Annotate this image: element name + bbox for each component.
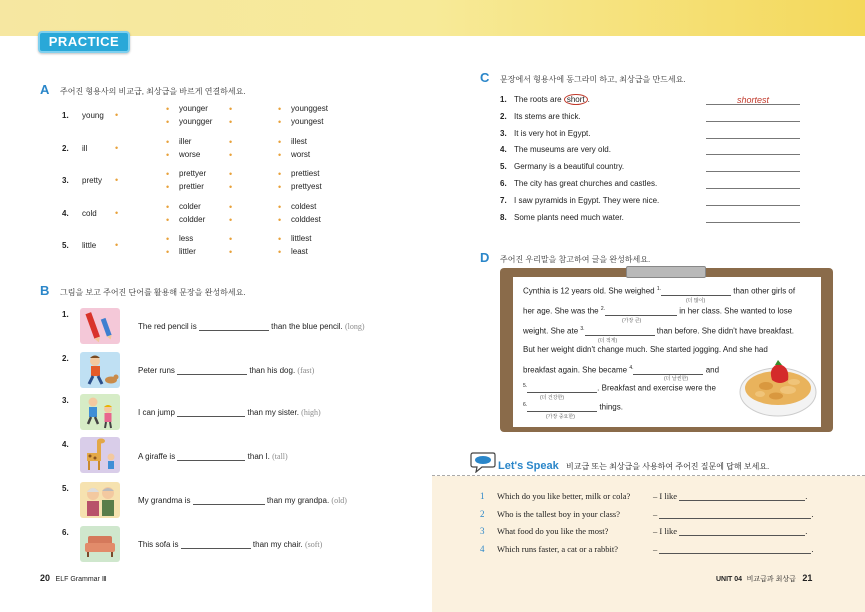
a-comparative-dot[interactable]: • xyxy=(166,149,170,160)
a-comparative-dot[interactable]: • xyxy=(166,117,170,127)
b-sentence-start: This sofa is xyxy=(138,540,181,549)
a-item-word: young xyxy=(82,111,104,120)
a-comparative-dot[interactable]: • xyxy=(166,104,170,114)
story-hint-6: (가장 중요한) xyxy=(546,414,575,420)
pencils-picture xyxy=(80,308,120,344)
b-answer-blank[interactable] xyxy=(177,374,247,375)
speak-answer-prefix: – I like xyxy=(653,491,680,501)
story-line-2: her age. She was the $^{2.}$ in her class. She wanted to lose xyxy=(523,306,793,316)
giraffe-picture xyxy=(80,437,120,473)
speak-answer-prefix: – I like xyxy=(653,526,680,536)
a-comparative-dot[interactable]: • xyxy=(166,182,170,192)
a-superlative-dot[interactable]: • xyxy=(278,136,282,147)
c-item xyxy=(500,129,590,138)
a-superlative-dot[interactable]: • xyxy=(278,247,282,257)
speak-answer xyxy=(653,509,814,519)
a-item-number: 2. xyxy=(62,143,69,153)
b-hint-word: (high) xyxy=(301,408,321,417)
b-item-number: 2. xyxy=(62,354,69,363)
a-item-number: 1. xyxy=(62,111,69,120)
a-comparative-option: colder xyxy=(179,201,201,211)
footer-left xyxy=(40,573,107,583)
b-item-sentence xyxy=(138,540,322,549)
c-item-sentence: Some plants need much water. xyxy=(514,212,624,222)
a-superlative-dot[interactable]: • xyxy=(278,234,282,244)
grandparents-picture xyxy=(80,482,120,518)
b-hint-word: (soft) xyxy=(304,540,323,549)
a-superlative-dot[interactable]: • xyxy=(278,117,282,127)
c-answer-line[interactable] xyxy=(706,121,800,122)
a-superlative-dot[interactable]: • xyxy=(278,214,282,225)
section-b-letter: B xyxy=(40,283,50,298)
cereal-bowl-picture xyxy=(738,352,818,418)
a-superlative-dot[interactable]: • xyxy=(278,104,282,114)
b-item-number: 1. xyxy=(62,310,69,319)
a-superlative-option: least xyxy=(291,247,308,256)
a-comparative-right-dot[interactable]: • xyxy=(229,214,233,225)
speak-answer-prefix: – xyxy=(653,508,660,519)
speak-answer xyxy=(653,544,814,554)
section-d-title: 주어진 우리말을 참고하여 글을 완성하세요. xyxy=(500,255,651,264)
c-item-sentence: Germany is a beautiful country. xyxy=(514,162,625,172)
a-superlative-option: worst xyxy=(291,149,311,159)
a-comparative-right-dot[interactable]: • xyxy=(229,149,233,160)
a-superlative-dot[interactable]: • xyxy=(278,201,282,212)
story-line-1: Cynthia is 12 years old. She weighed $^{1.}$ than other girls of xyxy=(523,286,796,296)
a-superlative-option: illest xyxy=(291,136,308,146)
b-item-sentence xyxy=(138,366,314,375)
a-comparative-right-dot[interactable]: • xyxy=(229,104,233,114)
a-comparative-right-dot[interactable]: • xyxy=(229,201,233,212)
b-item-sentence xyxy=(138,322,365,331)
lets-speak-title: Let's Speak xyxy=(498,460,559,472)
a-superlative-dot[interactable]: • xyxy=(278,182,282,192)
speak-question: Which do you like better, milk or cola? xyxy=(497,491,631,501)
speak-answer-blank[interactable] xyxy=(659,553,811,554)
b-sentence-end: than my chair. xyxy=(250,540,305,549)
c-item-sentence: The museums are very old. xyxy=(514,145,611,155)
speak-answer-blank[interactable] xyxy=(679,500,805,501)
a-comparative-option: younger xyxy=(179,104,208,113)
sofa-picture xyxy=(80,526,120,562)
a-superlative-option: coldest xyxy=(291,201,317,211)
a-comparative-dot[interactable]: • xyxy=(166,136,170,147)
a-superlative-option: younggest xyxy=(291,104,328,113)
b-hint-word: (fast) xyxy=(297,366,315,375)
a-comparative-right-dot[interactable]: • xyxy=(229,247,233,257)
speak-answer xyxy=(653,526,807,536)
c-answer-line[interactable] xyxy=(706,222,800,223)
story-hint-4: (더 날씬한) xyxy=(664,376,689,382)
a-comparative-right-dot[interactable]: • xyxy=(229,136,233,147)
speak-answer-blank[interactable] xyxy=(659,518,811,519)
b-item-number: 3. xyxy=(62,396,69,405)
b-sentence-start: A giraffe is xyxy=(138,452,178,461)
c-item xyxy=(500,179,657,188)
a-word-dot[interactable]: • xyxy=(115,110,119,120)
b-item-number: 6. xyxy=(62,528,69,537)
a-comparative-option: iller xyxy=(179,136,192,146)
b-sentence-start: The red pencil is xyxy=(138,322,199,331)
a-comparative-option: youngger xyxy=(179,117,213,126)
book-title: ELF Grammar Ⅲ xyxy=(55,576,107,583)
section-c-letter: C xyxy=(480,70,490,85)
section-a-title: 주어진 형용사의 비교급, 최상급을 바르게 연결하세요. xyxy=(60,87,246,96)
boy-dog-picture xyxy=(80,352,120,388)
b-item-sentence xyxy=(138,496,347,505)
b-sentence-start: Peter runs xyxy=(138,366,178,375)
speak-item-number: 3 xyxy=(480,526,485,536)
section-d-letter: D xyxy=(480,250,490,265)
b-hint-word: (tall) xyxy=(272,452,288,461)
a-item-number: 4. xyxy=(62,208,69,218)
story-line-6: $^{5.}$ . Breakfast and exercise were the xyxy=(523,383,716,393)
c-item-sentence-end: . xyxy=(587,95,590,104)
c-item-sentence: I saw pyramids in Egypt. They were nice. xyxy=(514,195,660,205)
a-comparative-dot[interactable]: • xyxy=(166,234,170,244)
clipboard-clamp xyxy=(626,266,706,278)
a-comparative-dot[interactable]: • xyxy=(166,201,170,212)
b-answer-blank[interactable] xyxy=(199,330,269,331)
unit-title: 비교급과 최상급 xyxy=(746,576,796,583)
speak-answer-prefix: – xyxy=(653,543,660,554)
speak-answer-blank[interactable] xyxy=(679,535,805,536)
c-item-number: 7. xyxy=(500,195,507,205)
c-item-number: 8. xyxy=(500,212,507,222)
section-b-title: 그림을 보고 주어진 단어를 활용해 문장을 완성하세요. xyxy=(60,288,246,297)
a-comparative-option: coldder xyxy=(179,214,206,224)
speak-question: Which runs faster, a cat or a rabbit? xyxy=(497,543,618,554)
a-item-number: 5. xyxy=(62,241,69,250)
c-item-number: 6. xyxy=(500,179,507,188)
c-item xyxy=(500,95,590,104)
a-superlative-option: prettiest xyxy=(291,169,320,178)
b-hint-word: (old) xyxy=(331,496,347,505)
speak-item-number: 1 xyxy=(480,491,485,501)
right-page-number: 21 xyxy=(802,573,813,583)
a-comparative-option: prettyer xyxy=(179,169,207,178)
story-line-7: $^{6.}$ things. xyxy=(523,402,623,412)
c-item-number: 5. xyxy=(500,162,507,172)
b-item-sentence xyxy=(138,452,288,461)
b-sentence-end: than the blue pencil. xyxy=(268,322,345,331)
speak-answer-period: . xyxy=(811,508,814,519)
c-answer-line[interactable] xyxy=(706,171,800,172)
lets-speak-subtitle: 비교급 또는 최상급을 사용하여 주어진 질문에 답해 보세요. xyxy=(566,462,770,471)
b-answer-blank[interactable] xyxy=(177,460,245,461)
b-answer-blank[interactable] xyxy=(193,504,265,505)
story-line-4: But her weight didn't change much. She started jogging. And she had xyxy=(523,345,768,354)
b-answer-blank[interactable] xyxy=(181,548,251,549)
lets-speak-divider xyxy=(432,475,865,476)
kids-jumping-picture xyxy=(80,394,120,430)
b-sentence-start: My grandma is xyxy=(138,496,193,505)
c-item-number: 4. xyxy=(500,145,507,155)
a-superlative-option: littlest xyxy=(291,234,312,243)
c-item-sentence: Its stems are thick. xyxy=(514,111,581,121)
section-a-letter: A xyxy=(40,82,50,97)
a-superlative-dot[interactable]: • xyxy=(278,149,282,160)
a-item-word: little xyxy=(82,241,97,250)
a-superlative-option: colddest xyxy=(291,214,321,224)
c-item xyxy=(500,145,611,154)
b-answer-blank[interactable] xyxy=(177,416,245,417)
a-superlative-option: prettyest xyxy=(291,182,322,191)
a-comparative-option: less xyxy=(179,234,194,243)
a-word-dot[interactable]: • xyxy=(115,175,119,185)
c-answer-line[interactable] xyxy=(706,188,800,189)
c-answer-line[interactable] xyxy=(706,138,800,139)
a-superlative-dot[interactable]: • xyxy=(278,169,282,179)
c-answer-line[interactable] xyxy=(706,154,800,155)
a-comparative-option: worse xyxy=(179,149,201,159)
b-sentence-end: than his dog. xyxy=(247,366,298,375)
a-word-dot[interactable]: • xyxy=(115,142,119,153)
a-comparative-right-dot[interactable]: • xyxy=(229,169,233,179)
a-superlative-option: youngest xyxy=(291,117,324,126)
b-item-number: 4. xyxy=(62,440,69,449)
c-item-number: 3. xyxy=(500,128,507,138)
footer-right xyxy=(716,573,812,584)
speak-answer-period: . xyxy=(805,526,808,536)
story-hint-2: (가장 큰) xyxy=(622,318,642,324)
b-sentence-end: than my grandpa. xyxy=(264,496,332,505)
story-line-5: breakfast again. She became $^{4.}$ and xyxy=(523,365,720,375)
a-item-word: pretty xyxy=(82,176,103,185)
a-comparative-option: prettier xyxy=(179,182,204,191)
b-item-sentence xyxy=(138,408,321,417)
a-comparative-right-dot[interactable]: • xyxy=(229,234,233,244)
speak-answer-period: . xyxy=(811,543,814,554)
a-item-word: cold xyxy=(82,208,97,218)
b-sentence-end: than my sister. xyxy=(245,408,302,417)
a-comparative-right-dot[interactable]: • xyxy=(229,182,233,192)
a-word-dot[interactable]: • xyxy=(115,207,119,218)
c-item-sentence: The roots are xyxy=(514,95,564,104)
c-item xyxy=(500,213,624,222)
c-circled-word: short xyxy=(564,94,588,105)
speak-answer xyxy=(653,491,807,501)
speech-bubble-icon xyxy=(470,451,496,473)
a-item-word: ill xyxy=(82,143,88,153)
c-item-number: 2. xyxy=(500,111,507,121)
c-item xyxy=(500,162,624,171)
example-answer: shortest xyxy=(736,95,769,105)
c-item-number: 1. xyxy=(500,95,507,104)
a-item-number: 3. xyxy=(62,176,69,185)
left-page-number: 20 xyxy=(40,573,51,583)
story-line-3: weight. She ate $^{3.}$ than before. She didn't have breakfast. xyxy=(523,326,794,336)
speak-question: Who is the tallest boy in your class? xyxy=(497,508,620,519)
c-answer-line[interactable] xyxy=(706,205,800,206)
a-comparative-dot[interactable]: • xyxy=(166,169,170,179)
a-comparative-dot[interactable]: • xyxy=(166,247,170,257)
c-item-sentence: It is very hot in Egypt. xyxy=(514,128,591,138)
c-item xyxy=(500,112,581,121)
a-comparative-right-dot[interactable]: • xyxy=(229,117,233,127)
b-sentence-end: than I. xyxy=(245,452,273,461)
story-hint-1: (더 많이) xyxy=(686,298,706,304)
a-word-dot[interactable]: • xyxy=(115,240,119,250)
story-hint-5: (더 건강한) xyxy=(540,395,565,401)
a-comparative-dot[interactable]: • xyxy=(166,214,170,225)
speak-item-number: 2 xyxy=(480,508,485,519)
a-comparative-option: littler xyxy=(179,247,196,256)
speak-question: What food do you like the most? xyxy=(497,526,609,536)
section-c-title: 문장에서 형용사에 동그라미 하고, 최상급을 만드세요. xyxy=(500,75,686,84)
speak-answer-period: . xyxy=(805,491,808,501)
speak-item-number: 4 xyxy=(480,543,485,554)
b-sentence-start: I can jump xyxy=(138,408,178,417)
c-item xyxy=(500,196,659,205)
b-hint-word: (long) xyxy=(344,322,365,331)
story-hint-3: (더 적게) xyxy=(598,338,618,344)
unit-label: UNIT 04 xyxy=(716,576,743,583)
header-banner xyxy=(0,0,865,36)
b-item-number: 5. xyxy=(62,484,69,493)
practice-badge: PRACTICE xyxy=(38,31,130,53)
c-item-sentence: The city has great churches and castles. xyxy=(514,179,658,188)
